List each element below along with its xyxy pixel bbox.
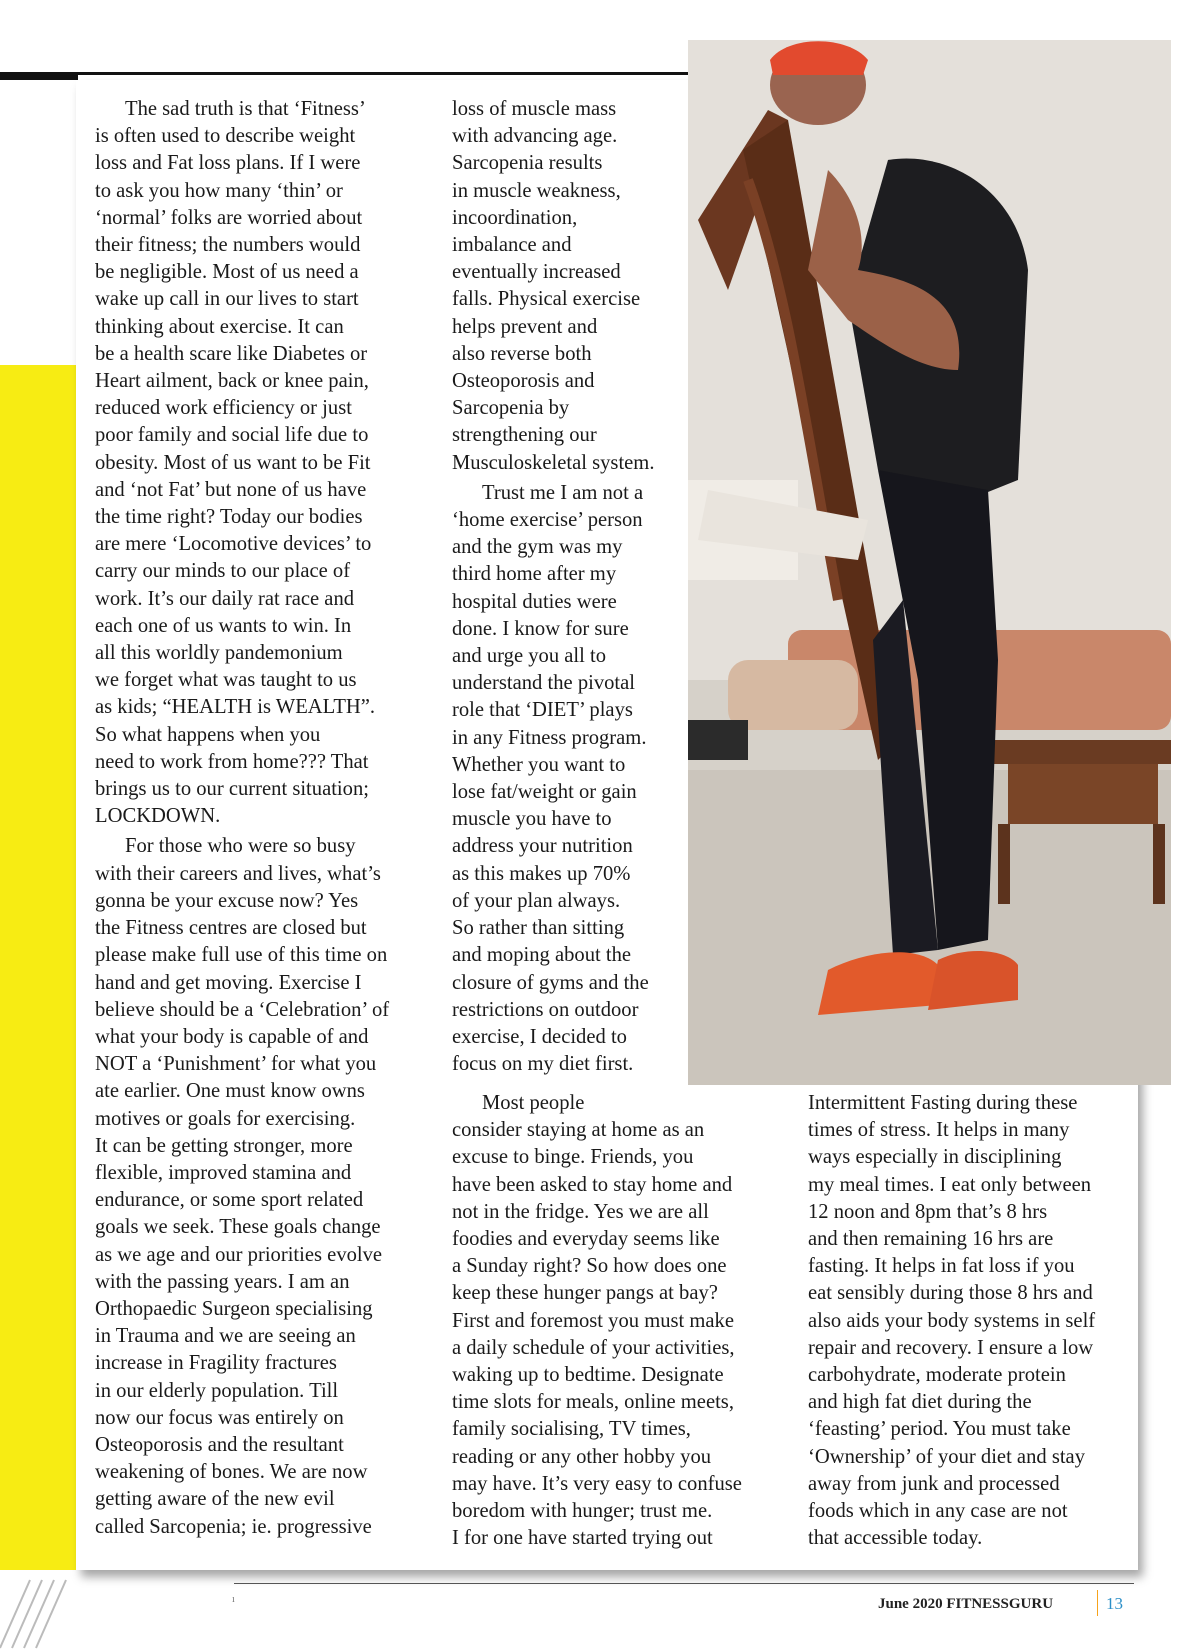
text-line: NOT a ‘Punishment’ for what you: [95, 1053, 377, 1076]
text-line: believe should be a ‘Celebration’ of: [95, 998, 390, 1021]
text-line: loss and Fat loss plans. If I were: [95, 152, 361, 175]
article-column-1: [95, 96, 425, 1541]
text-line: ate earlier. One must know owns: [95, 1080, 365, 1103]
text-line: focus on my diet first.: [452, 1053, 634, 1076]
text-line: carbohydrate, moderate protein: [808, 1364, 1066, 1387]
text-line: family socialising, TV times,: [452, 1418, 691, 1441]
text-line: carry our minds to our place of: [95, 560, 351, 583]
article-photo: [688, 40, 1171, 1085]
text-line: Orthopaedic Surgeon specialising: [95, 1297, 373, 1320]
text-line: and then remaining 16 hrs are: [808, 1228, 1054, 1251]
text-line: I for one have started trying out: [452, 1527, 713, 1550]
paragraph: [452, 96, 687, 477]
text-line: my meal times. I eat only between: [808, 1173, 1092, 1196]
text-line: also reverse both: [452, 342, 592, 365]
text-line: away from junk and processed: [808, 1472, 1060, 1495]
text-line: done. I know for sure: [452, 617, 629, 640]
text-line: need to work from home??? That: [95, 750, 369, 773]
text-line: hospital duties were: [452, 590, 617, 613]
article-column-2: [452, 96, 687, 1078]
text-line: the Fitness centres are closed but: [95, 917, 367, 940]
text-line: Sarcopenia by: [452, 397, 570, 420]
text-line: helps prevent and: [452, 315, 598, 338]
text-line: It can be getting stronger, more: [95, 1134, 353, 1157]
text-line: 12 noon and 8pm that’s 8 hrs: [808, 1200, 1048, 1223]
text-line: boredom with hunger; trust me.: [452, 1500, 713, 1523]
text-line: as kids; “HEALTH is WEALTH”.: [95, 696, 376, 719]
text-line: to ask you how many ‘thin’ or: [95, 179, 343, 202]
text-line: that accessible today.: [808, 1527, 983, 1550]
text-line: in muscle weakness,: [452, 179, 621, 202]
text-line: Intermittent Fasting during these: [808, 1092, 1078, 1114]
top-rule: [78, 72, 690, 75]
text-line: muscle you have to: [452, 808, 612, 831]
photo-illustration: [688, 40, 1171, 1085]
text-line: also aids your body systems in self: [808, 1309, 1096, 1332]
paragraph: [452, 1090, 787, 1552]
paragraph: [95, 96, 425, 830]
text-line: Osteoporosis and the resultant: [95, 1433, 344, 1456]
text-line: goals we seek. These goals change: [95, 1216, 381, 1239]
text-line: obesity. Most of us want to be Fit: [95, 451, 371, 474]
text-line: Heart ailment, back or knee pain,: [95, 370, 369, 393]
text-line: is often used to describe weight: [95, 125, 356, 148]
accent-yellow-bar: [0, 365, 76, 1570]
text-line: So rather than sitting: [452, 917, 625, 940]
text-line: For those who were so busy: [125, 835, 356, 858]
text-line: be negligible. Most of us need a: [95, 261, 359, 284]
text-line: Musculoskeletal system.: [452, 451, 655, 474]
text-line: hand and get moving. Exercise I: [95, 971, 362, 994]
text-line: repair and recovery. I ensure a low: [808, 1336, 1094, 1359]
text-line: please make full use of this time on: [95, 944, 388, 967]
text-line: address your nutrition: [452, 835, 633, 858]
text-line: with the passing years. I am an: [95, 1270, 350, 1293]
text-line: their fitness; the numbers would: [95, 234, 361, 257]
footer-issue-title: June 2020 FITNESSGURU: [878, 1596, 1054, 1612]
text-line: ‘normal’ folks are worried about: [95, 206, 363, 229]
text-line: and high fat diet during the: [808, 1391, 1032, 1414]
text-line: So what happens when you: [95, 723, 321, 746]
text-line: LOCKDOWN.: [95, 805, 221, 828]
text-line: reading or any other hobby you: [452, 1445, 712, 1468]
text-line: exercise, I decided to: [452, 1025, 627, 1048]
text-line: Most people: [482, 1092, 585, 1114]
text-line: weakening of bones. We are now: [95, 1461, 368, 1484]
text-line: in our elderly population. Till: [95, 1379, 339, 1402]
text-line: all this worldly pandemonium: [95, 642, 343, 665]
text-line: wake up call in our lives to start: [95, 288, 359, 311]
text-line: foods which in any case are not: [808, 1500, 1068, 1523]
text-line: not in the fridge. Yes we are all: [452, 1200, 709, 1223]
text-line: fasting. It helps in fat loss if you: [808, 1255, 1075, 1278]
page-number: 13: [1106, 1594, 1123, 1613]
text-line: as we age and our priorities evolve: [95, 1243, 383, 1266]
text-line: a Sunday right? So how does one: [452, 1255, 727, 1278]
text-line: gonna be your excuse now? Yes: [95, 889, 359, 912]
text-line: lose fat/weight or gain: [452, 781, 637, 804]
text-line: falls. Physical exercise: [452, 288, 641, 311]
text-line: the time right? Today our bodies: [95, 506, 363, 529]
text-line: a daily schedule of your activities,: [452, 1336, 735, 1359]
text-line: be a health scare like Diabetes or: [95, 342, 368, 365]
text-line: motives or goals for exercising.: [95, 1107, 356, 1130]
text-line: endurance, or some sport related: [95, 1189, 364, 1212]
text-line: The sad truth is that ‘Fitness’: [125, 98, 366, 120]
text-line: with their careers and lives, what’s: [95, 862, 381, 885]
corner-stripes-decoration: [0, 1560, 80, 1650]
text-line: reduced work efficiency or just: [95, 397, 352, 420]
text-line: as this makes up 70%: [452, 862, 631, 885]
text-line: and ‘not Fat’ but none of us have: [95, 478, 367, 501]
text-line: foodies and everyday seems like: [452, 1228, 720, 1251]
paragraph: [95, 833, 425, 1540]
text-line: of your plan always.: [452, 889, 621, 912]
text-line: ‘Ownership’ of your diet and stay: [808, 1445, 1085, 1468]
text-line: ‘feasting’ period. You must take: [808, 1418, 1071, 1441]
text-line: may have. It’s very easy to confuse: [452, 1472, 742, 1495]
text-line: times of stress. It helps in many: [808, 1119, 1070, 1142]
article-column-3: [452, 1090, 787, 1552]
text-line: understand the pivotal: [452, 672, 636, 695]
text-line: restrictions on outdoor: [452, 998, 639, 1021]
text-line: consider staying at home as an: [452, 1119, 705, 1142]
text-line: strengthening our: [452, 424, 597, 447]
text-line: in any Fitness program.: [452, 726, 647, 749]
text-line: getting aware of the new evil: [95, 1488, 335, 1511]
text-line: have been asked to stay home and: [452, 1173, 733, 1196]
text-line: each one of us wants to win. In: [95, 614, 352, 637]
text-line: ‘home exercise’ person: [452, 509, 643, 532]
footer-tick-mark: ı: [232, 1594, 235, 1605]
text-line: and urge you all to: [452, 645, 607, 668]
text-line: we forget what was taught to us: [95, 669, 357, 692]
text-line: Sarcopenia results: [452, 152, 603, 175]
text-line: brings us to our current situation;: [95, 778, 369, 801]
top-rule-left: [0, 72, 78, 80]
text-line: role that ‘DIET’ plays: [452, 699, 633, 722]
paragraph: [808, 1090, 1138, 1552]
article-column-4: [808, 1090, 1138, 1552]
text-line: keep these hunger pangs at bay?: [452, 1282, 718, 1305]
text-line: waking up to bedtime. Designate: [452, 1364, 724, 1387]
text-line: time slots for meals, online meets,: [452, 1391, 734, 1414]
text-line: and the gym was my: [452, 536, 623, 559]
text-line: now our focus was entirely on: [95, 1406, 344, 1429]
text-line: Trust me I am not a: [482, 481, 644, 504]
text-line: imbalance and: [452, 234, 572, 257]
text-line: eventually increased: [452, 261, 621, 284]
text-line: closure of gyms and the: [452, 971, 649, 994]
text-line: called Sarcopenia; ie. progressive: [95, 1515, 372, 1538]
paragraph: [452, 480, 687, 1078]
text-line: loss of muscle mass: [452, 98, 617, 120]
text-line: what your body is capable of and: [95, 1025, 369, 1048]
text-line: with advancing age.: [452, 125, 618, 148]
text-line: work. It’s our daily rat race and: [95, 587, 355, 610]
text-line: are mere ‘Locomotive devices’ to: [95, 533, 372, 556]
text-line: eat sensibly during those 8 hrs and: [808, 1282, 1093, 1305]
text-line: Osteoporosis and: [452, 370, 595, 393]
text-line: First and foremost you must make: [452, 1309, 734, 1332]
text-line: Whether you want to: [452, 753, 626, 776]
text-line: and moping about the: [452, 944, 632, 967]
text-line: incoordination,: [452, 206, 578, 229]
text-line: ways especially in disciplining: [808, 1146, 1062, 1169]
text-line: third home after my: [452, 563, 617, 586]
text-line: thinking about exercise. It can: [95, 315, 344, 338]
text-line: flexible, improved stamina and: [95, 1161, 352, 1184]
footer-separator: [1097, 1590, 1098, 1616]
text-line: excuse to binge. Friends, you: [452, 1146, 694, 1169]
text-line: increase in Fragility fractures: [95, 1352, 337, 1375]
text-line: in Trauma and we are seeing an: [95, 1325, 356, 1348]
text-line: poor family and social life due to: [95, 424, 369, 447]
footer-rule: [234, 1583, 1134, 1584]
